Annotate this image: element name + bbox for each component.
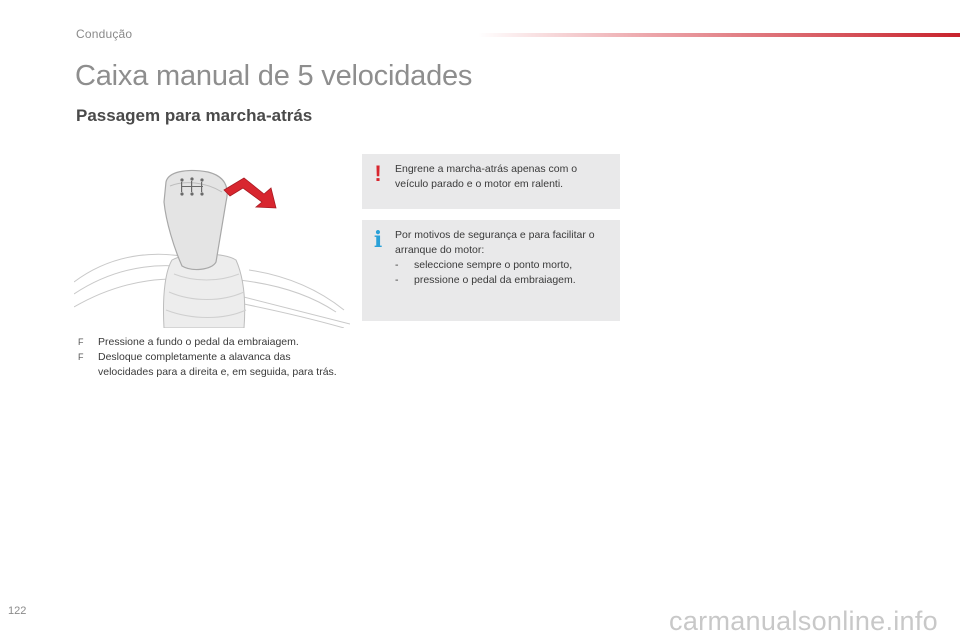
- bullet-marker: F: [78, 352, 84, 362]
- warning-text: Engrene a marcha-atrás apenas com o veículo parado e o motor em ralenti.: [395, 163, 578, 190]
- dash-marker: -: [395, 274, 399, 286]
- exclamation-icon: !: [374, 161, 382, 186]
- info-list-item: [395, 258, 612, 273]
- section-subtitle: Passagem para marcha-atrás: [76, 106, 313, 125]
- page-title: Caixa manual de 5 velocidades: [75, 60, 473, 92]
- instruction-item: [76, 335, 346, 350]
- page-number: 122: [8, 605, 27, 617]
- instruction-list: [76, 335, 346, 380]
- bullet-marker: F: [78, 337, 84, 347]
- info-intro: Por motivos de segurança e para facilitar o arranque do motor:: [395, 229, 595, 256]
- info-icon: i: [373, 227, 383, 253]
- info-list: [395, 258, 612, 288]
- info-note: [362, 220, 620, 321]
- gear-lever-drawing: [74, 152, 350, 328]
- watermark-text: carmanualsonline.info: [669, 606, 938, 636]
- instruction-item: [76, 350, 346, 380]
- instruction-text: Desloque completamente a alavanca das velocidades para a direita e, em seguida, para trás.: [98, 351, 337, 378]
- info-item-text: pressione o pedal da embraiagem.: [414, 274, 576, 286]
- info-item-text: seleccione sempre o ponto morto,: [414, 259, 573, 271]
- info-list-item: [395, 273, 612, 288]
- dash-marker: -: [395, 259, 399, 271]
- instruction-text: Pressione a fundo o pedal da embraiagem.: [98, 336, 299, 348]
- section-header: Condução: [76, 27, 133, 41]
- header-rule: [478, 33, 960, 37]
- gear-lever-illustration: [74, 152, 350, 328]
- warning-note: [362, 154, 620, 209]
